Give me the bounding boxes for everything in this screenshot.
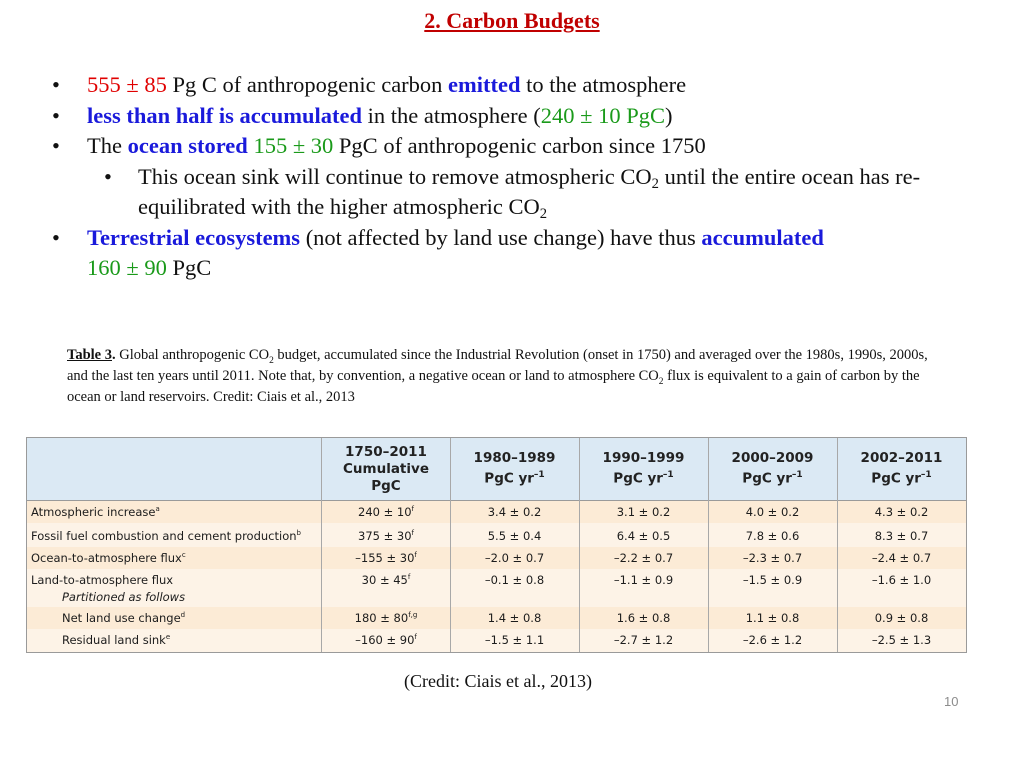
terrestrial-value: 160 ± 90: [87, 255, 167, 280]
column-divider: [321, 438, 322, 652]
text: Global anthropogenic CO: [115, 347, 270, 363]
cell-2002-2011: 4.3 ± 0.2: [874, 505, 929, 519]
cell-2000s: 4.0 ± 0.2: [745, 505, 800, 519]
footnote-mark: d: [180, 611, 186, 620]
cell-2002-2011: 0.9 ± 0.8: [874, 611, 929, 625]
footnote-mark: c: [181, 551, 186, 560]
table-row: [27, 607, 966, 629]
cell-1980s: –0.1 ± 0.8: [484, 573, 545, 587]
text: flux is equivalent to a gain of carbon by the ocean or land reservoirs. Credit: Ciais et al., 2013: [67, 368, 920, 405]
credit-line: (Credit: Ciais et al., 2013): [404, 671, 592, 691]
text: to the atmosphere: [520, 72, 687, 97]
col-header-2000s: [708, 438, 837, 500]
cell-1990s: –2.2 ± 0.7: [613, 551, 674, 565]
header-sup: –1: [533, 470, 545, 481]
header-line: 1990–1999: [602, 450, 685, 467]
cell-2000s: 7.8 ± 0.6: [745, 529, 800, 543]
atmosphere-value: 240 ± 10 PgC: [540, 102, 665, 128]
emph-accumulated-2: accumulated: [701, 224, 824, 250]
row-label: [31, 529, 301, 543]
bullet-ocean-sink: [52, 162, 1012, 223]
col-header-1990s: [579, 438, 708, 500]
cell-1990s: 3.1 ± 0.2: [616, 505, 671, 519]
header-sup: –1: [920, 470, 932, 481]
cell-value: –160 ± 90: [355, 633, 415, 647]
row-label-text: Residual land sink: [62, 633, 166, 647]
text: The: [87, 133, 128, 158]
col-header-cumulative: [322, 438, 450, 500]
table-row-subheading: [27, 586, 966, 608]
cell-1980s: 3.4 ± 0.2: [487, 505, 542, 519]
cell-1980s: 1.4 ± 0.8: [487, 611, 542, 625]
caption-dot: .: [112, 347, 116, 363]
col-header-2002-2011: [837, 438, 966, 500]
text: in the atmosphere (: [362, 102, 541, 128]
cell-2002-2011: –2.5 ± 1.3: [871, 633, 932, 647]
bullet-ocean: [52, 131, 1012, 162]
table-caption: [67, 345, 937, 408]
subscript: 2: [539, 206, 548, 222]
carbon-budget-table: [26, 437, 967, 653]
subscript: 2: [651, 175, 659, 192]
cell-value: 180 ± 80: [354, 611, 409, 625]
row-label-text: Fossil fuel combustion and cement production: [31, 529, 297, 543]
row-label: Partitioned as follows: [62, 590, 186, 604]
footnote-mark: f: [414, 551, 417, 560]
text: (not affected by land use change) have thus: [300, 224, 702, 250]
bullet-dot: •: [52, 133, 60, 158]
row-label: [31, 505, 160, 519]
footnote-mark: f: [414, 633, 417, 642]
bullet-list: [52, 70, 1012, 284]
header-line: 2000–2009: [731, 450, 814, 467]
bullet-dot: •: [52, 224, 60, 250]
row-label: [62, 611, 185, 625]
cell-2002-2011: 8.3 ± 0.7: [874, 529, 929, 543]
cell-2000s: –1.5 ± 0.9: [742, 573, 803, 587]
table-row: [27, 547, 966, 569]
caption-label: Table 3: [67, 347, 112, 363]
column-divider: [708, 438, 709, 652]
footnote-mark: e: [165, 633, 171, 642]
header-line: 2002–2011: [860, 450, 943, 467]
row-label-text: Net land use change: [62, 611, 181, 625]
cell-1990s: –1.1 ± 0.9: [613, 573, 674, 587]
cell-cumulative: [322, 573, 450, 587]
row-label-text: Land-to-atmosphere flux: [31, 573, 174, 587]
text: until the entire ocean has re-equilibrated with the higher atmospheric CO: [138, 163, 921, 219]
cell-value: 240 ± 10: [358, 505, 412, 519]
table-row: [27, 501, 966, 523]
cell-1980s: –2.0 ± 0.7: [484, 551, 545, 565]
col-header-1980s: [450, 438, 579, 500]
subscript: 2: [658, 377, 664, 387]
text: This ocean sink will continue to remove atmospheric CO: [138, 163, 652, 189]
footnote-mark: f: [411, 529, 414, 538]
footnote-mark: f: [407, 573, 411, 582]
footnote-mark: b: [296, 529, 301, 538]
page-number: 10: [944, 694, 959, 709]
cell-2000s: –2.3 ± 0.7: [742, 551, 803, 565]
header-line: 1750–2011: [345, 443, 427, 460]
cell-2000s: 1.1 ± 0.8: [745, 611, 800, 625]
cell-2002-2011: –1.6 ± 1.0: [871, 573, 932, 587]
column-divider: [450, 438, 451, 652]
header-line: 1980–1989: [473, 450, 556, 467]
cell-1990s: 1.6 ± 0.8: [616, 611, 671, 625]
cell-cumulative: [322, 529, 450, 543]
slide-title: 2. Carbon Budgets: [424, 8, 600, 33]
footnote-mark: a: [155, 505, 160, 514]
cell-value: 375 ± 30: [358, 529, 412, 543]
header-line: PgC: [371, 477, 401, 494]
cell-cumulative: [322, 505, 450, 519]
cell-2002-2011: –2.4 ± 0.7: [871, 551, 932, 565]
row-label-text: Atmospheric increase: [31, 505, 156, 519]
column-divider: [837, 438, 838, 652]
header-line: PgC yr: [742, 470, 792, 487]
cell-value: –155 ± 30: [355, 551, 415, 565]
emph-emitted: emitted: [448, 72, 521, 97]
header-sup: –1: [791, 470, 803, 481]
header-line: Cumulative: [343, 460, 429, 477]
cell-cumulative: [322, 611, 450, 625]
cell-1980s: –1.5 ± 1.1: [484, 633, 545, 647]
emph-terrestrial: Terrestrial ecosystems: [87, 224, 301, 250]
text: PgC: [166, 255, 212, 280]
table-row: [27, 629, 966, 651]
header-line: PgC yr: [613, 470, 663, 487]
cell-1980s: 5.5 ± 0.4: [487, 529, 542, 543]
bullet-terrestrial: [52, 223, 1012, 284]
ocean-value: 155 ± 30: [247, 133, 334, 158]
row-label-text: Ocean-to-atmosphere flux: [31, 551, 182, 565]
bullet-emitted: [52, 70, 1012, 101]
subscript: 2: [269, 356, 274, 366]
cell-cumulative: [322, 551, 450, 565]
emph-ocean-stored: ocean stored: [127, 133, 248, 158]
cell-1990s: –2.7 ± 1.2: [613, 633, 674, 647]
bullet-dot: •: [104, 163, 112, 189]
cell-value: 30 ± 45: [361, 573, 408, 587]
table-row: [27, 525, 966, 547]
bullet-dot: •: [52, 72, 60, 97]
emph-accumulated: less than half is accumulated: [87, 102, 363, 128]
header-line: PgC yr: [484, 470, 534, 487]
footnote-mark: f: [411, 505, 414, 514]
header-sup: –1: [662, 470, 674, 481]
bullet-accumulated: [52, 101, 1012, 132]
text: ): [664, 102, 673, 128]
emitted-value: 555 ± 85: [87, 72, 167, 97]
cell-1990s: 6.4 ± 0.5: [616, 529, 671, 543]
text: PgC of anthropogenic carbon since 1750: [333, 133, 706, 158]
row-label: [62, 633, 170, 647]
column-divider: [579, 438, 580, 652]
row-label: [31, 573, 173, 587]
table-header: [27, 438, 966, 501]
cell-cumulative: [322, 633, 450, 647]
bullet-dot: •: [52, 102, 60, 128]
header-line: PgC yr: [871, 470, 921, 487]
footnote-mark: f,g: [408, 611, 418, 620]
text: budget, accumulated since the Industrial Revolution (onset in 1750) and averaged over the 1980s, 1990s, 2000s, and the last ten years until 2011. Note that, by convention, a negative ocean or land to atmosphere CO: [67, 347, 928, 384]
text: Pg C of anthropogenic carbon: [166, 72, 449, 97]
row-label: [31, 551, 186, 565]
cell-2000s: –2.6 ± 1.2: [742, 633, 803, 647]
